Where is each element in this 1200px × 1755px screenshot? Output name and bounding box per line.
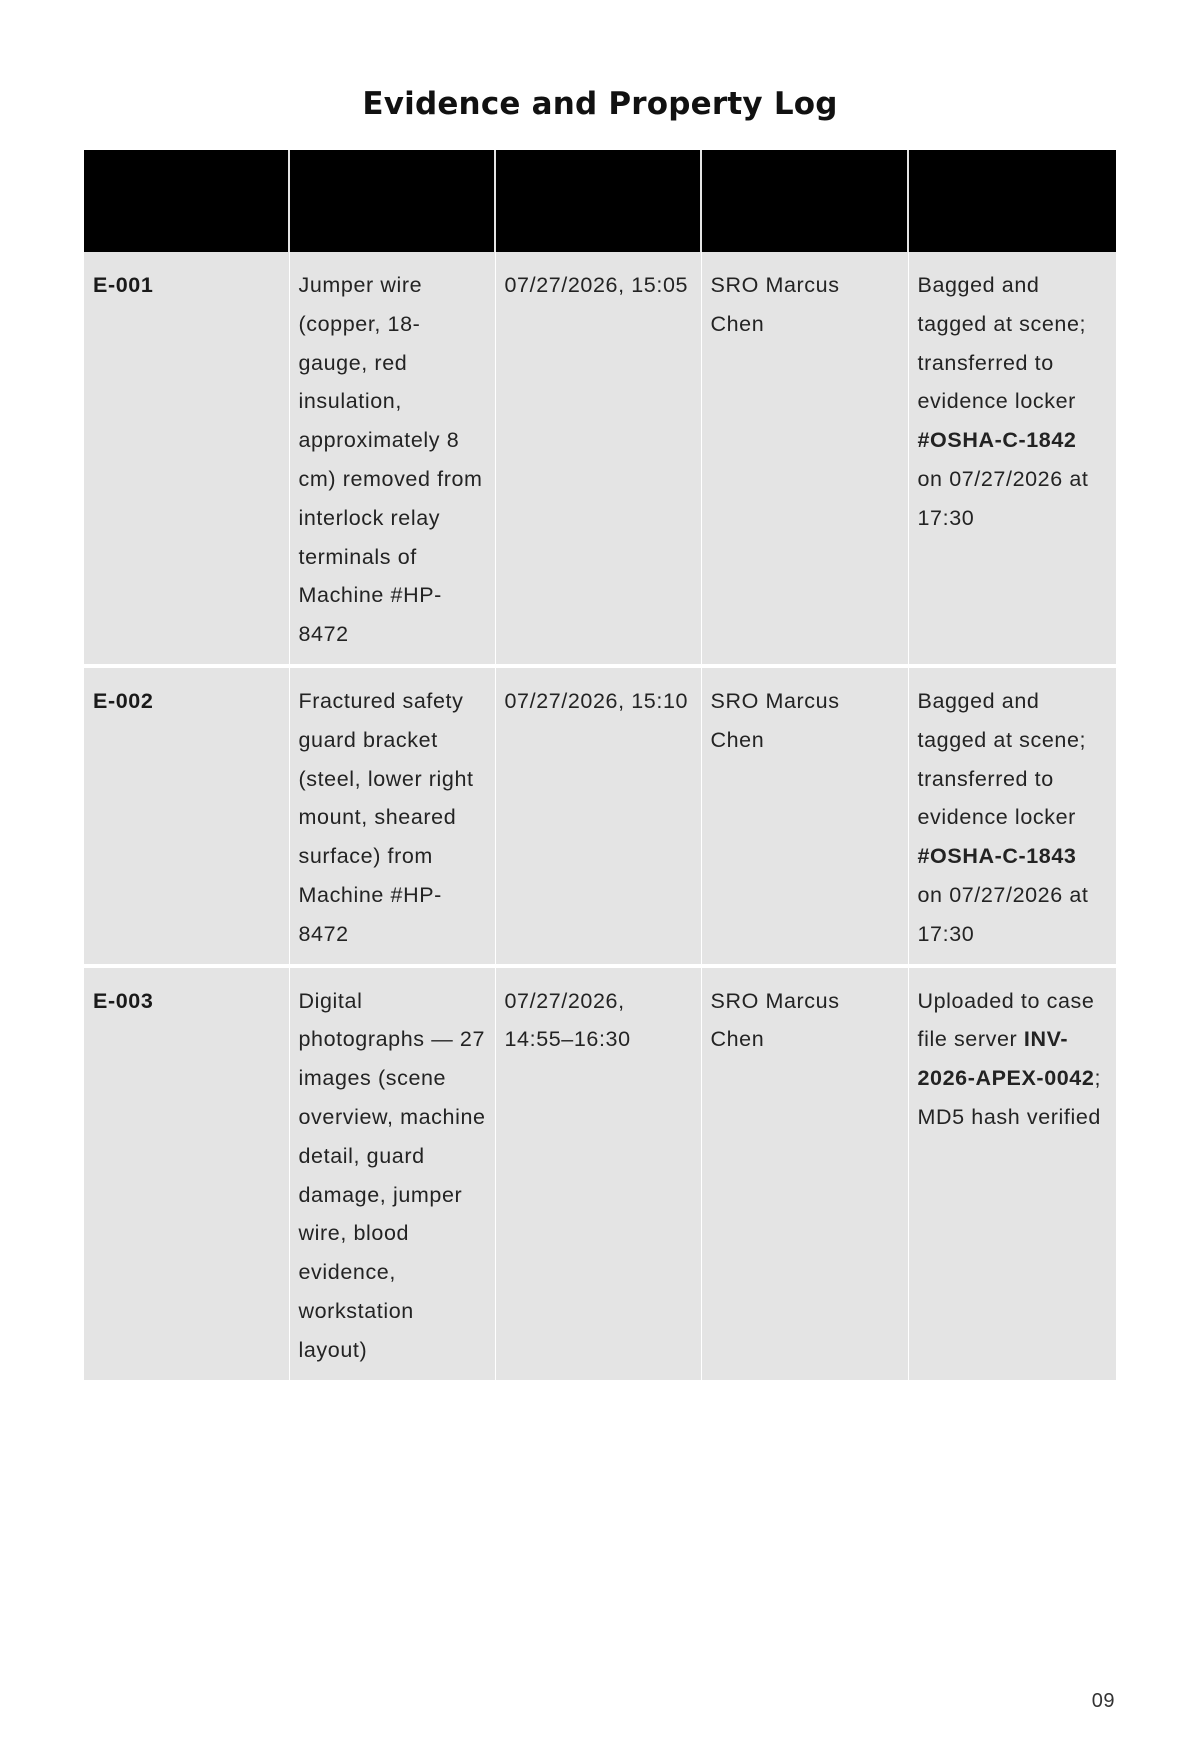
page-number: 09	[1091, 1690, 1115, 1712]
disposition-text: on 07/27/2026 at 17:30	[917, 466, 1089, 530]
locker-reference: #OSHA-C-1842	[917, 428, 1077, 453]
table-header-row	[84, 150, 1116, 252]
disposition-text: Uploaded to case file server	[917, 988, 1095, 1052]
column-header	[84, 150, 289, 252]
disposition	[908, 252, 1116, 666]
evidence-description: Fractured safety guard bracket (steel, lower right mount, sheared surface) from Machine #HP-8472	[289, 666, 495, 966]
disposition-text: Bagged and tagged at scene; transferred to evidence locker	[917, 273, 1087, 414]
table-row	[84, 666, 1116, 966]
column-header	[495, 150, 701, 252]
collection-datetime: 07/27/2026, 15:10	[495, 666, 701, 966]
disposition-text: ; MD5 hash verified	[917, 1066, 1102, 1129]
page-title: Evidence and Property Log	[362, 86, 838, 122]
table-row	[84, 966, 1116, 1380]
disposition	[908, 666, 1116, 966]
evidence-id: E-001	[84, 252, 289, 666]
table-row	[84, 252, 1116, 666]
locker-reference: #OSHA-C-1843	[917, 844, 1077, 869]
collection-datetime: 07/27/2026, 15:05	[495, 252, 701, 666]
disposition	[908, 966, 1116, 1380]
collected-by: SRO Marcus Chen	[701, 966, 908, 1380]
collected-by: SRO Marcus Chen	[701, 666, 908, 966]
disposition-text: Bagged and tagged at scene; transferred to evidence locker	[917, 688, 1087, 830]
column-header	[289, 150, 495, 252]
column-header	[908, 150, 1116, 252]
disposition-text: on 07/27/2026 at 17:30	[917, 882, 1089, 946]
evidence-id: E-002	[84, 666, 289, 966]
column-header	[701, 150, 908, 252]
collection-datetime: 07/27/2026, 14:55–16:30	[495, 966, 701, 1380]
case-file-reference: INV-2026-APEX-0042	[917, 1027, 1095, 1091]
evidence-id: E-003	[84, 966, 289, 1380]
evidence-description: Jumper wire (copper, 18-gauge, red insulation, approximately 8 cm) removed from interlock relay terminals of Machine #HP-8472	[289, 252, 495, 666]
collected-by: SRO Marcus Chen	[701, 252, 908, 666]
evidence-log-table	[84, 150, 1116, 1380]
evidence-description: Digital photographs — 27 images (scene overview, machine detail, guard damage, jumper wire, blood evidence, workstation layout)	[289, 966, 495, 1380]
